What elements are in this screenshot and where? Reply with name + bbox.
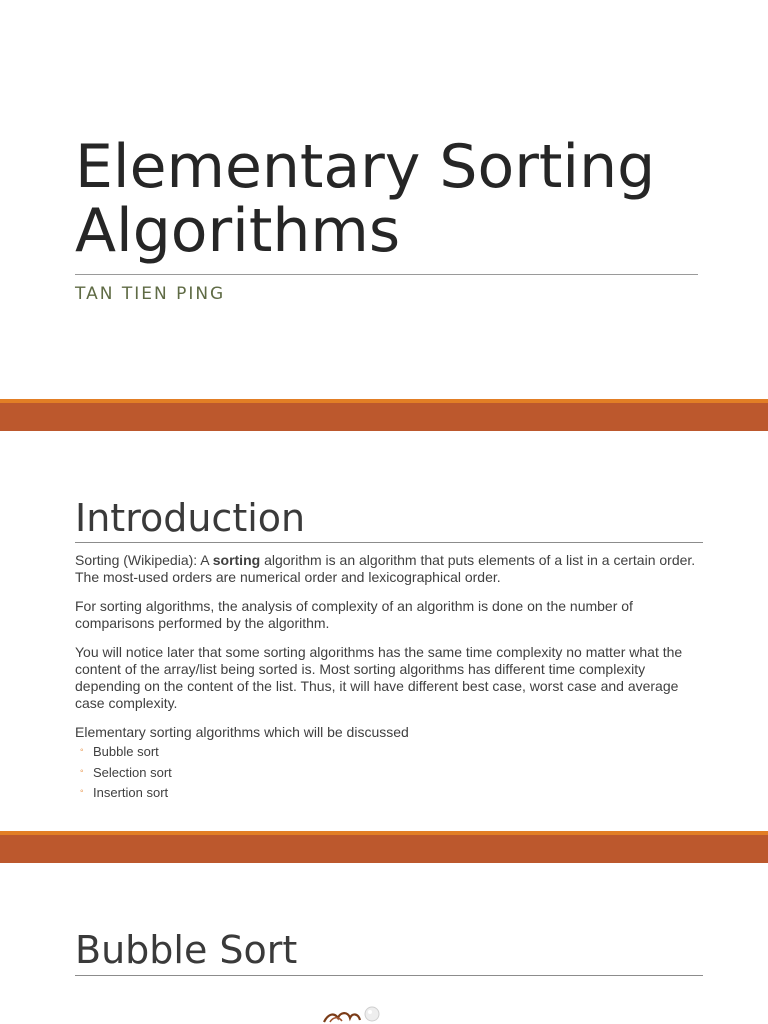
slide-separator bbox=[0, 399, 768, 431]
bullet-circle-icon: ◦ bbox=[80, 765, 84, 777]
time-complexity-paragraph: You will notice later that some sorting algorithms has the same time complexity no matter what the content of the array/list being sorted is. Most sorting algorithms has different time complexity depending on the content of the list. Thus, it will have different best case, worst case and average case complexity. bbox=[75, 644, 683, 711]
algorithm-list bbox=[80, 743, 172, 805]
title-line-2: Algorithms bbox=[75, 196, 401, 266]
author-subtitle: TAN TIEN PING bbox=[75, 284, 226, 304]
bullet-circle-icon: ◦ bbox=[80, 786, 84, 797]
discussed-intro-paragraph: Elementary sorting algorithms which will be discussed bbox=[75, 724, 409, 740]
list-item-label: Selection sort bbox=[93, 764, 172, 780]
list-item-label: Bubble sort bbox=[93, 744, 159, 759]
list-item-label: Insertion sort bbox=[93, 785, 169, 800]
presentation-title bbox=[75, 132, 735, 266]
slide-separator bbox=[0, 831, 768, 863]
definition-suffix: algorithm is an algorithm that puts elements of a list in a certain order. The most-used orders are numerical order and lexicographical order. bbox=[75, 552, 696, 585]
list-item bbox=[80, 764, 172, 785]
bubble-sort-heading: Bubble Sort bbox=[75, 928, 298, 972]
definition-prefix: Sorting (Wikipedia): A bbox=[75, 552, 213, 568]
definition-bold-term: sorting bbox=[212, 552, 261, 568]
list-item bbox=[80, 743, 172, 764]
bubble-clipart-icon bbox=[320, 1006, 390, 1024]
introduction-divider bbox=[75, 542, 703, 543]
title-line-1: Elementary Sorting bbox=[75, 132, 656, 202]
definition-paragraph bbox=[75, 552, 705, 586]
list-item bbox=[80, 784, 172, 805]
bullet-circle-icon: ◦ bbox=[80, 745, 84, 756]
introduction-heading: Introduction bbox=[75, 496, 306, 540]
bubble-sort-divider bbox=[75, 975, 703, 976]
title-divider bbox=[75, 274, 698, 275]
complexity-paragraph: For sorting algorithms, the analysis of complexity of an algorithm is done on the number of comparisons performed by the algorithm. bbox=[75, 598, 633, 631]
